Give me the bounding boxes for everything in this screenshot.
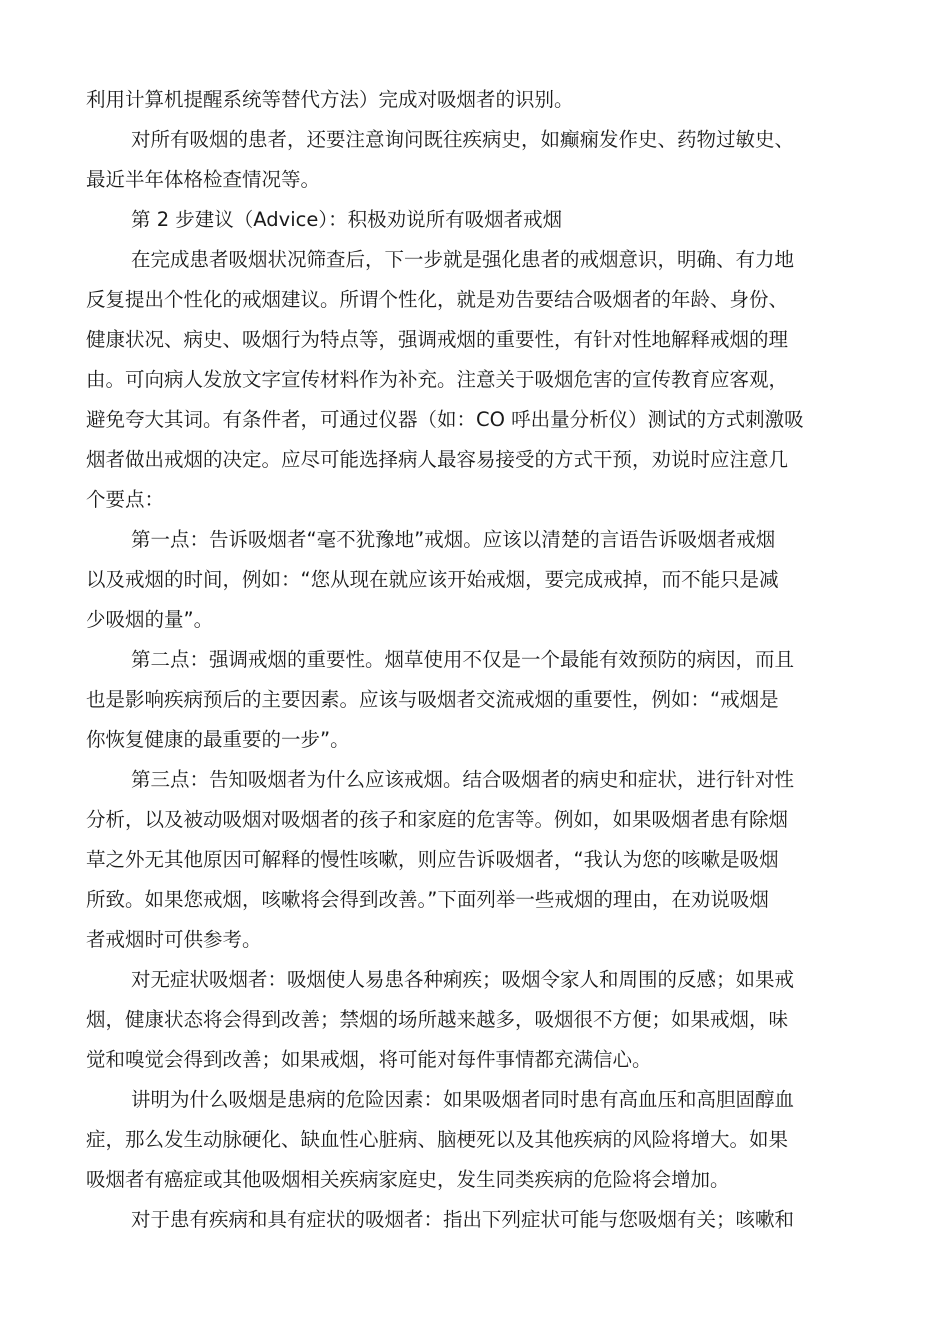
text-line: 在完成患者吸烟状况筛查后，下一步就是强化患者的戒烟意识，明确、有力地 [131, 248, 795, 271]
text-line: 觉和嗅觉会得到改善；如果戒烟，将可能对每件事情都充满信心。 [86, 1048, 652, 1071]
section-heading: 第 2 步建议（Advice）：积极劝说所有吸烟者戒烟 [131, 208, 563, 231]
text-line: 最近半年体格检查情况等。 [86, 168, 321, 191]
text-line: 草之外无其他原因可解释的慢性咳嗽，则应告诉吸烟者，“我认为您的咳嗽是吸烟 [86, 848, 779, 871]
text-line: 由。可向病人发放文字宣传材料作为补充。注意关于吸烟危害的宣传教育应客观， [86, 368, 789, 391]
text-line: 以及戒烟的时间，例如：“您从现在就应该开始戒烟，要完成戒掉，而不能只是减 [86, 568, 779, 591]
text-line: 者戒烟时可供参考。 [86, 928, 262, 951]
text-line: 吸烟者有癌症或其他吸烟相关疾病家庭史，发生同类疾病的危险将会增加。 [86, 1168, 730, 1191]
text-line: 第一点：告诉吸烟者“毫不犹豫地”戒烟。应该以清楚的言语告诉吸烟者戒烟 [131, 528, 776, 551]
text-line: 个要点： [86, 488, 165, 511]
text-line: 对无症状吸烟者：吸烟使人易患各种痢疾；吸烟令家人和周围的反感；如果戒 [131, 968, 795, 991]
text-line: 对所有吸烟的患者，还要注意询问既往疾病史，如癫痫发作史、药物过敏史、 [131, 128, 795, 151]
text-line: 烟者做出戒烟的决定。应尽可能选择病人最容易接受的方式干预，劝说时应注意几 [86, 448, 789, 471]
text-line: 症，那么发生动脉硬化、缺血性心脏病、脑梗死以及其他疾病的风险将增大。如果 [86, 1128, 789, 1151]
text-line: 少吸烟的量”。 [86, 608, 214, 631]
text-line: 利用计算机提醒系统等替代方法）完成对吸烟者的识别。 [86, 88, 574, 111]
text-line: 反复提出个性化的戒烟建议。所谓个性化，就是劝告要结合吸烟者的年龄、身份、 [86, 288, 789, 311]
text-line: 健康状况、病史、吸烟行为特点等，强调戒烟的重要性，有针对性地解释戒烟的理 [86, 328, 789, 351]
text-line: 第二点：强调戒烟的重要性。烟草使用不仅是一个最能有效预防的病因，而且 [131, 648, 795, 671]
text-line: 所致。如果您戒烟，咳嗽将会得到改善。”下面列举一些戒烟的理由，在劝说吸烟 [86, 888, 769, 911]
text-line: 讲明为什么吸烟是患病的危险因素：如果吸烟者同时患有高血压和高胆固醇血 [131, 1088, 795, 1111]
text-line: 你恢复健康的最重要的一步”。 [86, 728, 350, 751]
text-line: 避免夸大其词。有条件者，可通过仪器（如：CO 呼出量分析仪）测试的方式刺激吸 [86, 408, 804, 431]
text-line: 对于患有疾病和具有症状的吸烟者：指出下列症状可能与您吸烟有关；咳嗽和 [131, 1208, 795, 1231]
text-line: 烟，健康状态将会得到改善；禁烟的场所越来越多，吸烟很不方便；如果戒烟，味 [86, 1008, 789, 1031]
text-line: 第三点：告知吸烟者为什么应该戒烟。结合吸烟者的病史和症状，进行针对性 [131, 768, 795, 791]
text-line: 也是影响疾病预后的主要因素。应该与吸烟者交流戒烟的重要性，例如：“戒烟是 [86, 688, 779, 711]
text-line: 分析，以及被动吸烟对吸烟者的孩子和家庭的危害等。例如，如果吸烟者患有除烟 [86, 808, 789, 831]
